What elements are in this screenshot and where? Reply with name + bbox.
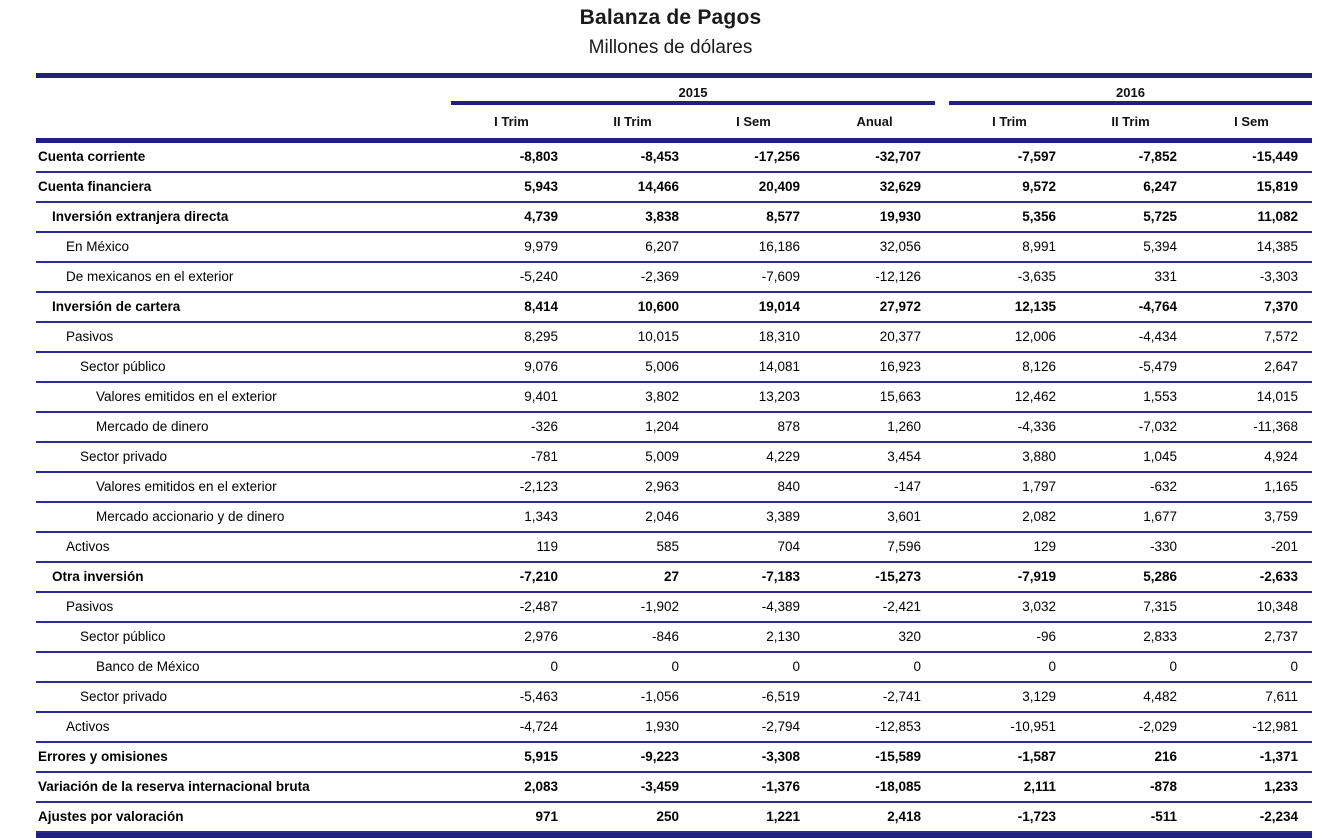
cell-value: 2,647 (1191, 352, 1312, 382)
cell-value: -3,303 (1191, 262, 1312, 292)
cell-value: 16,186 (693, 232, 814, 262)
cell-value: 9,076 (451, 352, 572, 382)
row-label: Sector público (36, 352, 451, 382)
table-row (36, 412, 1312, 442)
cell-value: -5,240 (451, 262, 572, 292)
cell-value: 216 (1070, 742, 1191, 772)
cell-value: -3,635 (949, 262, 1070, 292)
column-header-2016-ii-trim: II Trim (1111, 113, 1150, 129)
cell-value: -1,371 (1191, 742, 1312, 772)
cell-value: 1,260 (814, 412, 935, 442)
row-group-spacer (935, 262, 949, 292)
cell-value: -2,741 (814, 682, 935, 712)
cell-value: -7,919 (949, 562, 1070, 592)
cell-value: 2,737 (1191, 622, 1312, 652)
row-label: Otra inversión (36, 562, 451, 592)
cell-value: 4,229 (693, 442, 814, 472)
year-group-header-row (36, 78, 1312, 101)
cell-value: 10,600 (572, 292, 693, 322)
cell-value: 9,979 (451, 232, 572, 262)
cell-value: 16,923 (814, 352, 935, 382)
row-label: Mercado de dinero (36, 412, 451, 442)
cell-value: -2,369 (572, 262, 693, 292)
cell-value: 9,572 (949, 172, 1070, 202)
table-row (36, 802, 1312, 832)
cell-value: -96 (949, 622, 1070, 652)
cell-value: -2,633 (1191, 562, 1312, 592)
cell-value: 2,963 (572, 472, 693, 502)
cell-value: 5,356 (949, 202, 1070, 232)
cell-value: 3,880 (949, 442, 1070, 472)
cell-value: 2,418 (814, 802, 935, 832)
cell-value: -5,463 (451, 682, 572, 712)
title-block (0, 0, 1341, 61)
row-label: Activos (36, 532, 451, 562)
row-label: Pasivos (36, 592, 451, 622)
cell-value: 5,286 (1070, 562, 1191, 592)
row-group-spacer (935, 442, 949, 472)
row-label: De mexicanos en el exterior (36, 262, 451, 292)
cell-value: 971 (451, 802, 572, 832)
row-label: Sector público (36, 622, 451, 652)
cell-value: -15,589 (814, 742, 935, 772)
cell-value: 12,462 (949, 382, 1070, 412)
row-group-spacer (935, 143, 949, 172)
cell-value: 250 (572, 802, 693, 832)
cell-value: 0 (451, 652, 572, 682)
cell-value: 1,677 (1070, 502, 1191, 532)
cell-value: 14,466 (572, 172, 693, 202)
cell-value: 0 (949, 652, 1070, 682)
cell-value: -12,981 (1191, 712, 1312, 742)
cell-value: 10,348 (1191, 592, 1312, 622)
cell-value: 585 (572, 532, 693, 562)
row-label: En México (36, 232, 451, 262)
row-group-spacer (935, 172, 949, 202)
table-head (36, 73, 1312, 143)
cell-value: 4,739 (451, 202, 572, 232)
table-row (36, 712, 1312, 742)
cell-value: 12,135 (949, 292, 1070, 322)
row-group-spacer (935, 292, 949, 322)
cell-value: 7,315 (1070, 592, 1191, 622)
cell-value: 5,009 (572, 442, 693, 472)
cell-value: 9,401 (451, 382, 572, 412)
table-row (36, 532, 1312, 562)
year-group-2015: 2015 (678, 85, 708, 100)
cell-value: 32,056 (814, 232, 935, 262)
cell-value: -330 (1070, 532, 1191, 562)
cell-value: -6,519 (693, 682, 814, 712)
table-row (36, 262, 1312, 292)
cell-value: 1,553 (1070, 382, 1191, 412)
cell-value: 331 (1070, 262, 1191, 292)
cell-value: 7,611 (1191, 682, 1312, 712)
column-header-row (36, 105, 1312, 138)
cell-value: 1,797 (949, 472, 1070, 502)
page-subtitle: Millones de dólares (588, 37, 753, 58)
cell-value: 3,389 (693, 502, 814, 532)
row-label: Mercado accionario y de dinero (36, 502, 451, 532)
cell-value: -12,126 (814, 262, 935, 292)
cell-value: 119 (451, 532, 572, 562)
cell-value: 2,111 (949, 772, 1070, 802)
cell-value: 20,377 (814, 322, 935, 352)
cell-value: -11,368 (1191, 412, 1312, 442)
cell-value: 840 (693, 472, 814, 502)
cell-value: -9,223 (572, 742, 693, 772)
table-row (36, 592, 1312, 622)
cell-value: -3,459 (572, 772, 693, 802)
cell-value: 6,247 (1070, 172, 1191, 202)
cell-value: 19,930 (814, 202, 935, 232)
table-row (36, 622, 1312, 652)
cell-value: 2,046 (572, 502, 693, 532)
cell-value: 878 (693, 412, 814, 442)
row-label: Activos (36, 712, 451, 742)
cell-value: 7,370 (1191, 292, 1312, 322)
table-foot (36, 832, 1312, 838)
table-row (36, 232, 1312, 262)
cell-value: 704 (693, 532, 814, 562)
row-label: Sector privado (36, 682, 451, 712)
cell-value: 3,129 (949, 682, 1070, 712)
cell-value: -2,421 (814, 592, 935, 622)
row-group-spacer (935, 802, 949, 832)
row-group-spacer (935, 712, 949, 742)
row-label: Pasivos (36, 322, 451, 352)
cell-value: -2,234 (1191, 802, 1312, 832)
row-group-spacer (935, 322, 949, 352)
row-label: Valores emitidos en el exterior (36, 472, 451, 502)
cell-value: 4,482 (1070, 682, 1191, 712)
row-label: Errores y omisiones (36, 742, 451, 772)
cell-value: -632 (1070, 472, 1191, 502)
cell-value: 2,976 (451, 622, 572, 652)
row-group-spacer (935, 502, 949, 532)
cell-value: -4,724 (451, 712, 572, 742)
cell-value: 3,838 (572, 202, 693, 232)
cell-value: 10,015 (572, 322, 693, 352)
column-header-spacer (935, 105, 949, 138)
cell-value: -1,723 (949, 802, 1070, 832)
cell-value: 1,045 (1070, 442, 1191, 472)
cell-value: 1,204 (572, 412, 693, 442)
table-row (36, 172, 1312, 202)
cell-value: 3,454 (814, 442, 935, 472)
row-group-spacer (935, 412, 949, 442)
cell-value: -12,853 (814, 712, 935, 742)
cell-value: 20,409 (693, 172, 814, 202)
cell-value: 14,081 (693, 352, 814, 382)
cell-value: -4,434 (1070, 322, 1191, 352)
cell-value: -1,376 (693, 772, 814, 802)
cell-value: 320 (814, 622, 935, 652)
cell-value: -7,032 (1070, 412, 1191, 442)
cell-value: 7,572 (1191, 322, 1312, 352)
row-label: Cuenta financiera (36, 172, 451, 202)
cell-value: 1,221 (693, 802, 814, 832)
cell-value: -4,764 (1070, 292, 1191, 322)
table-bottom-rule (36, 832, 1312, 838)
cell-value: 5,915 (451, 742, 572, 772)
cell-value: 4,924 (1191, 442, 1312, 472)
row-group-spacer (935, 382, 949, 412)
row-label: Sector privado (36, 442, 451, 472)
row-label: Inversión de cartera (36, 292, 451, 322)
row-group-spacer (935, 622, 949, 652)
cell-value: 129 (949, 532, 1070, 562)
cell-value: 13,203 (693, 382, 814, 412)
cell-value: 7,596 (814, 532, 935, 562)
cell-value: 2,083 (451, 772, 572, 802)
cell-value: 1,165 (1191, 472, 1312, 502)
cell-value: 1,343 (451, 502, 572, 532)
cell-value: 8,414 (451, 292, 572, 322)
cell-value: -7,609 (693, 262, 814, 292)
cell-value: 3,759 (1191, 502, 1312, 532)
row-label: Inversión extranjera directa (36, 202, 451, 232)
cell-value: -3,308 (693, 742, 814, 772)
cell-value: 0 (572, 652, 693, 682)
cell-value: 3,032 (949, 592, 1070, 622)
cell-value: -2,029 (1070, 712, 1191, 742)
table-row (36, 652, 1312, 682)
row-label: Ajustes por valoración (36, 802, 451, 832)
cell-value: 5,394 (1070, 232, 1191, 262)
cell-value: 8,295 (451, 322, 572, 352)
cell-value: -846 (572, 622, 693, 652)
table-row (36, 502, 1312, 532)
table-row (36, 562, 1312, 592)
cell-value: 18,310 (693, 322, 814, 352)
row-group-spacer (935, 562, 949, 592)
table-row (36, 772, 1312, 802)
table-row (36, 682, 1312, 712)
cell-value: -781 (451, 442, 572, 472)
column-header-2015-i-trim: I Trim (494, 113, 529, 129)
table-body (36, 143, 1312, 832)
cell-value: -5,479 (1070, 352, 1191, 382)
cell-value: 6,207 (572, 232, 693, 262)
column-header-label (36, 105, 451, 138)
year-group-2016: 2016 (1116, 85, 1145, 100)
cell-value: 5,006 (572, 352, 693, 382)
column-header-2015-ii-trim: II Trim (613, 113, 652, 129)
row-label: Valores emitidos en el exterior (36, 382, 451, 412)
cell-value: -7,852 (1070, 143, 1191, 172)
cell-value: -18,085 (814, 772, 935, 802)
row-group-spacer (935, 652, 949, 682)
cell-value: -15,273 (814, 562, 935, 592)
cell-value: -326 (451, 412, 572, 442)
cell-value: 2,130 (693, 622, 814, 652)
column-header-2016-i-trim: I Trim (992, 113, 1027, 129)
cell-value: -1,587 (949, 742, 1070, 772)
row-label: Cuenta corriente (36, 143, 451, 172)
table-row (36, 472, 1312, 502)
cell-value: -7,183 (693, 562, 814, 592)
row-group-spacer (935, 592, 949, 622)
table-row (36, 202, 1312, 232)
cell-value: 2,082 (949, 502, 1070, 532)
cell-value: 0 (693, 652, 814, 682)
cell-value: -17,256 (693, 143, 814, 172)
cell-value: 0 (814, 652, 935, 682)
cell-value: 3,802 (572, 382, 693, 412)
row-group-spacer (935, 682, 949, 712)
cell-value: 2,833 (1070, 622, 1191, 652)
row-label: Banco de México (36, 652, 451, 682)
column-header-2016-i-sem: I Sem (1234, 113, 1269, 129)
table-container (36, 73, 1301, 838)
cell-value: -878 (1070, 772, 1191, 802)
group-spacer (935, 78, 949, 101)
cell-value: -511 (1070, 802, 1191, 832)
cell-value: 8,126 (949, 352, 1070, 382)
cell-value: 14,385 (1191, 232, 1312, 262)
cell-value: -32,707 (814, 143, 935, 172)
cell-value: -1,056 (572, 682, 693, 712)
row-group-spacer (935, 202, 949, 232)
cell-value: -1,902 (572, 592, 693, 622)
table-row (36, 322, 1312, 352)
cell-value: 3,601 (814, 502, 935, 532)
column-header-2015-anual: Anual (856, 113, 893, 129)
cell-value: 5,725 (1070, 202, 1191, 232)
cell-value: 14,015 (1191, 382, 1312, 412)
table-row (36, 292, 1312, 322)
cell-value: 32,629 (814, 172, 935, 202)
page-title: Balanza de Pagos (579, 6, 762, 29)
row-label: Variación de la reserva internacional bruta (36, 772, 451, 802)
column-header-2015-i-sem: I Sem (736, 113, 771, 129)
cell-value: 0 (1191, 652, 1312, 682)
cell-value: -4,336 (949, 412, 1070, 442)
cell-value: 1,930 (572, 712, 693, 742)
row-group-spacer (935, 772, 949, 802)
cell-value: 0 (1070, 652, 1191, 682)
cell-value: -147 (814, 472, 935, 502)
table-row (36, 382, 1312, 412)
balance-of-payments-table (36, 73, 1312, 838)
row-group-spacer (935, 532, 949, 562)
cell-value: 8,577 (693, 202, 814, 232)
cell-value: -201 (1191, 532, 1312, 562)
cell-value: 8,991 (949, 232, 1070, 262)
row-label-header (36, 78, 451, 101)
row-group-spacer (935, 232, 949, 262)
cell-value: -2,794 (693, 712, 814, 742)
cell-value: 12,006 (949, 322, 1070, 352)
cell-value: 19,014 (693, 292, 814, 322)
row-group-spacer (935, 472, 949, 502)
cell-value: -8,453 (572, 143, 693, 172)
cell-value: -10,951 (949, 712, 1070, 742)
cell-value: 1,233 (1191, 772, 1312, 802)
cell-value: -15,449 (1191, 143, 1312, 172)
table-row (36, 442, 1312, 472)
cell-value: -8,803 (451, 143, 572, 172)
cell-value: 27 (572, 562, 693, 592)
table-row (36, 143, 1312, 172)
cell-value: 5,943 (451, 172, 572, 202)
table-row (36, 352, 1312, 382)
cell-value: 15,663 (814, 382, 935, 412)
cell-value: -2,487 (451, 592, 572, 622)
cell-value: -7,597 (949, 143, 1070, 172)
cell-value: 11,082 (1191, 202, 1312, 232)
cell-value: 15,819 (1191, 172, 1312, 202)
cell-value: -2,123 (451, 472, 572, 502)
cell-value: 27,972 (814, 292, 935, 322)
row-group-spacer (935, 352, 949, 382)
cell-value: -4,389 (693, 592, 814, 622)
cell-value: -7,210 (451, 562, 572, 592)
